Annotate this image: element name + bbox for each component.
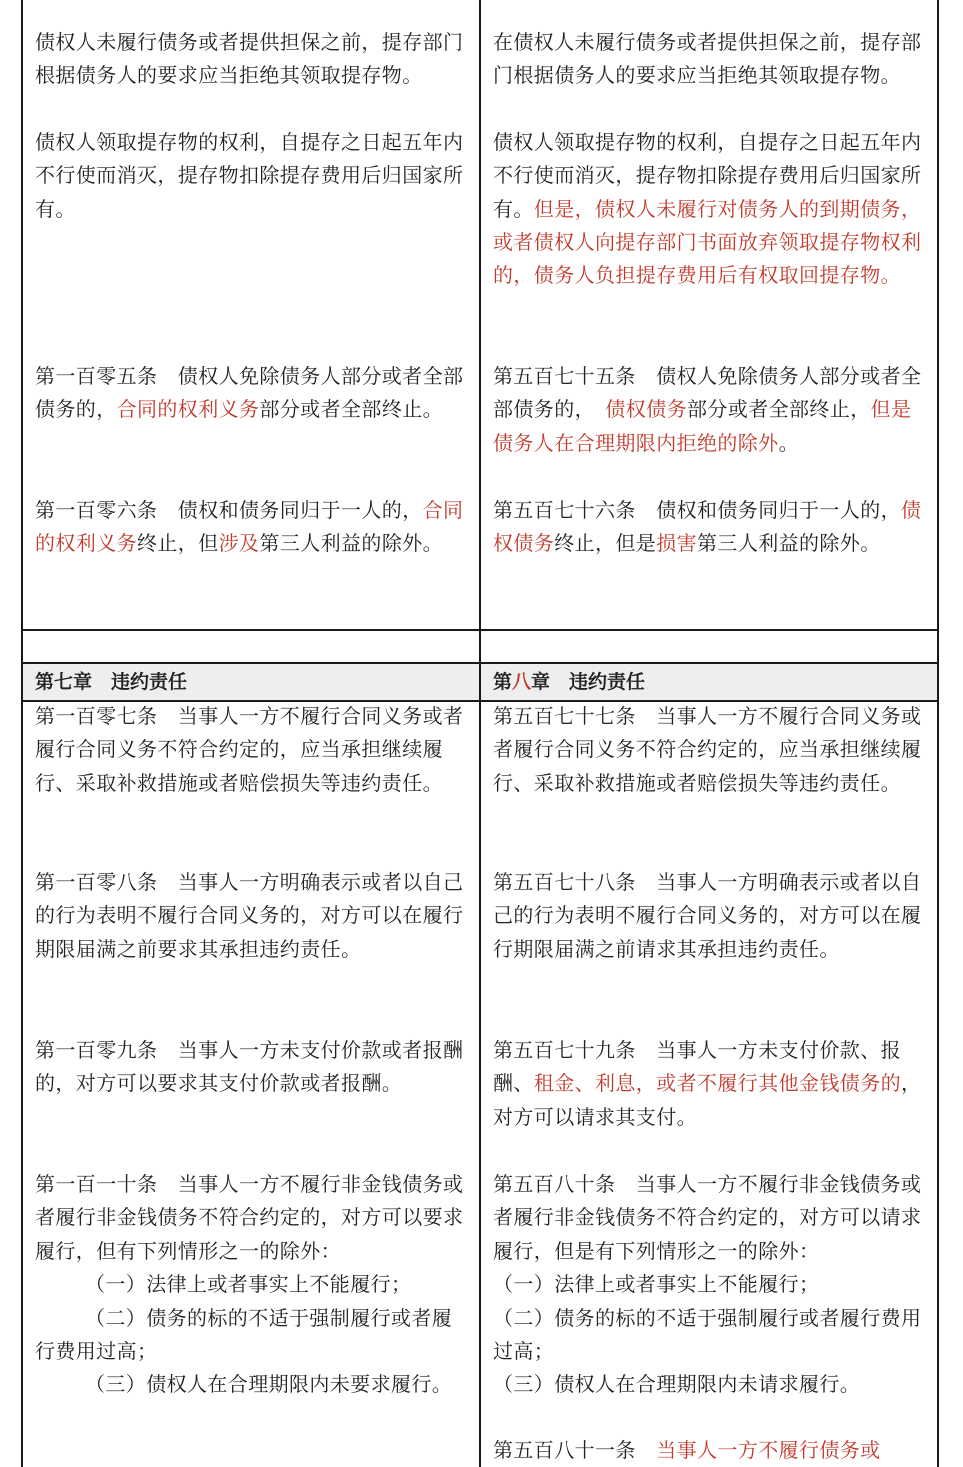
left-paragraph: 债权人领取提存物的权利，自提存之日起五年内不行使而消灭，提存物扣除提存费用后归国家所有。: [35, 130, 464, 221]
article-110-item-2: （二）债务的标的不适于强制履行或者履行费用过高；: [35, 1306, 453, 1364]
article-580-item-3: （三）债权人在合理期限内未请求履行。: [493, 1372, 861, 1396]
chapter-header-right: 第八章 违约责任: [481, 664, 937, 700]
article-109: 第一百零九条 当事人一方未支付价款或者报酬的，对方可以要求其支付价款或者报酬。: [35, 1038, 464, 1096]
article-577: 第五百七十七条 当事人一方不履行合同义务或者履行合同义务不符合约定的，应当承担继续履行、采取补救措施或者赔偿损失等违约责任。: [493, 704, 922, 795]
article-106: 第一百零六条 债权和债务同归于一人的，合同的权利义务终止，但涉及第三人利益的除外。: [35, 498, 464, 556]
right-column: [481, 0, 937, 1467]
article-580: 第五百八十条 当事人一方不履行非金钱债务或者履行非金钱债务不符合约定的，对方可以请求履行，但是有下列情形之一的除外：: [493, 1172, 922, 1263]
article-580-item-2: （二）债务的标的不适于强制履行或者履行费用过高；: [493, 1306, 922, 1364]
article-580-item-1: （一）法律上或者事实上不能履行；: [493, 1272, 820, 1296]
right-paragraph: 在债权人未履行债务或者提供担保之前，提存部门根据债务人的要求应当拒绝其领取提存物。: [493, 30, 922, 88]
article-107: 第一百零七条 当事人一方不履行合同义务或者履行合同义务不符合约定的，应当承担继续履行、采取补救措施或者赔偿损失等违约责任。: [35, 704, 464, 795]
article-110-item-1: （一）法律上或者事实上不能履行；: [85, 1272, 412, 1296]
chapter-title-left: 第七章 违约责任: [35, 671, 188, 693]
table-border-right: [937, 0, 939, 1467]
article-578: 第五百七十八条 当事人一方明确表示或者以自己的行为表明不履行合同义务的，对方可以在履行期限届满之前请求其承担违约责任。: [493, 870, 922, 961]
article-110-item-3: （三）债权人在合理期限内未要求履行。: [85, 1372, 453, 1396]
article-581: 第五百八十一条 当事人一方不履行债务或: [493, 1438, 881, 1462]
article-579: 第五百七十九条 当事人一方未支付价款、报酬、租金、利息，或者不履行其他金钱债务的，对方可以请求其支付。: [493, 1038, 922, 1129]
left-paragraph: 债权人未履行债务或者提供担保之前，提存部门根据债务人的要求应当拒绝其领取提存物。: [35, 30, 464, 88]
left-column: [23, 0, 479, 1467]
article-108: 第一百零八条 当事人一方明确表示或者以自己的行为表明不履行合同义务的，对方可以在履行期限届满之前要求其承担违约责任。: [35, 870, 464, 961]
article-576: 第五百七十六条 债权和债务同归于一人的，债权债务终止，但是损害第三人利益的除外。: [493, 498, 922, 556]
article-105: 第一百零五条 债权人免除债务人部分或者全部债务的，合同的权利义务部分或者全部终止。: [35, 364, 464, 422]
chapter-number-changed: 八: [512, 671, 532, 693]
right-paragraph: 债权人领取提存物的权利，自提存之日起五年内不行使而消灭，提存物扣除提存费用后归国家所有。但是，债权人未履行对债务人的到期债务，或者债权人向提存部门书面放弃领取提存物权利的，债务人负担提存费用后有权取回提存物。: [493, 130, 922, 288]
article-575: 第五百七十五条 债权人免除债务人部分或者全部债务的， 债权债务部分或者全部终止，但是债务人在合理期限内拒绝的除外。: [493, 364, 922, 455]
article-110: 第一百一十条 当事人一方不履行非金钱债务或者履行非金钱债务不符合约定的，对方可以要求履行，但有下列情形之一的除外：: [35, 1172, 464, 1263]
